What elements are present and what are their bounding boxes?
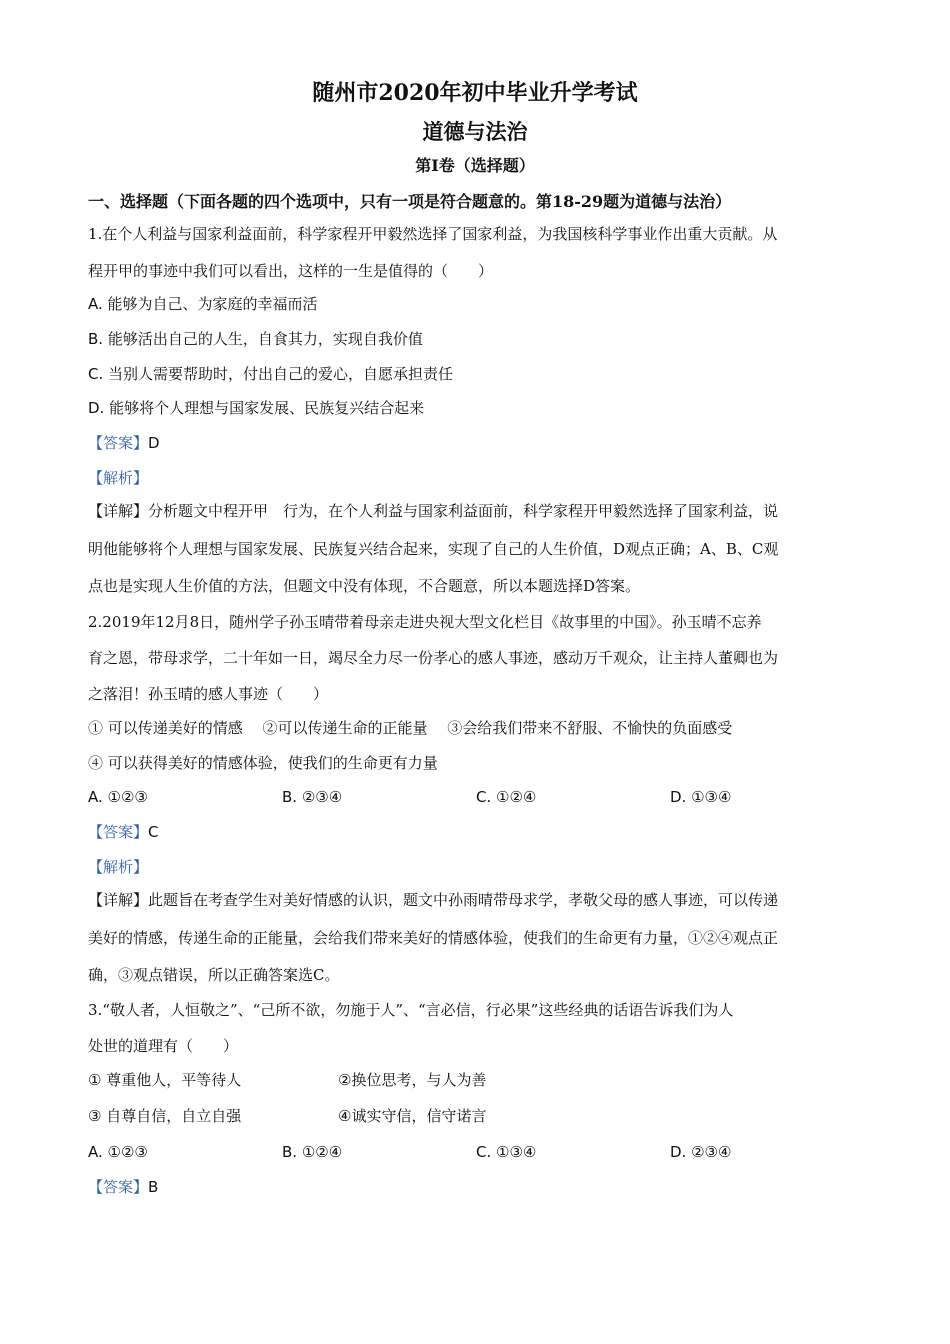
q2-detail-line-2: 美好的情感，传递生命的正能量，会给我们带来美好的情感体验，使我们的生命更有力量，①②④观点正	[88, 929, 779, 947]
q2-analysis-tag: 【解析】	[88, 858, 149, 876]
q1-detail-line-3: 点也是实现人生价值的方法，但题文中没有体现，不合题意，所以本题选择D答案。	[88, 577, 641, 595]
q2-answer-line	[88, 822, 868, 842]
q2-answer: C	[148, 823, 159, 841]
q2-detail-line-1	[88, 890, 868, 910]
q3-stem-line-2: 处世的道理有（ ）	[88, 1037, 239, 1055]
q1-answer-tag: 【答案】	[88, 434, 149, 452]
q1-detail-text-1: 分析题文中程开甲 行为，在个人利益与国家利益面前，科学家程开甲毅然选择了国家利益，说	[148, 502, 779, 520]
q3-answer: B	[148, 1178, 159, 1196]
q1-option-c: C. 当别人需要帮助时，付出自己的爱心，自愿承担责任	[88, 365, 454, 383]
q1-stem-line-2: 程开甲的事迹中我们可以看出，这样的一生是值得的（ ）	[88, 262, 494, 280]
q1-detail-line-2: 明他能够将个人理想与国家发展、民族复兴结合起来，实现了自己的人生价值，D观点正确；A、B、C观	[88, 540, 779, 558]
q2-statements-line-2: ④ 可以获得美好的情感体验，使我们的生命更有力量	[88, 754, 438, 772]
q3-statement-3: ③ 自尊自信，自立自强	[88, 1107, 242, 1125]
q1-answer: D	[148, 434, 160, 452]
q1-option-a: A. 能够为自己、为家庭的幸福而活	[88, 295, 318, 313]
q2-detail-text-1: 此题旨在考查学生对美好情感的认识，题文中孙雨晴带母求学，孝敬父母的感人事迹，可以传递	[148, 891, 779, 909]
q1-option-d: D. 能够将个人理想与国家发展、民族复兴结合起来	[88, 399, 425, 417]
q2-statements-line-1: ① 可以传递美好的情感 ②可以传递生命的正能量 ③会给我们带来不舒服、不愉快的负面感受	[88, 719, 733, 737]
q3-option-a: A. ①②③	[88, 1143, 148, 1161]
q3-statement-1: ① 尊重他人，平等待人	[88, 1071, 242, 1089]
q1-option-b: B. 能够活出自己的人生，自食其力，实现自我价值	[88, 330, 423, 348]
q3-option-b: B. ①②④	[282, 1143, 343, 1161]
q2-option-c: C. ①②④	[476, 788, 537, 806]
q3-option-c: C. ①③④	[476, 1143, 537, 1161]
exam-title: 随州市2020年初中毕业升学考试	[312, 80, 638, 106]
q3-answer-line	[88, 1177, 868, 1197]
q2-option-b: B. ②③④	[282, 788, 343, 806]
q1-stem-line-1: 1.在个人利益与国家利益面前，科学家程开甲毅然选择了国家利益，为我国核科学事业作出重大贡献。从	[88, 225, 778, 243]
q2-option-a: A. ①②③	[88, 788, 148, 806]
q3-option-d: D. ②③④	[670, 1143, 732, 1161]
q2-stem-line-3: 之落泪！孙玉晴的感人事迹（ ）	[88, 685, 329, 703]
q3-stem-line-1: 3.“敬人者，人恒敬之”、“己所不欲，勿施于人”、“言必信，行必果”这些经典的话语告诉我们为人	[88, 1001, 734, 1019]
subject-title: 道德与法治	[422, 119, 528, 144]
q3-statement-2: ②换位思考，与人为善	[338, 1071, 487, 1089]
q1-detail-tag: 【详解】	[88, 502, 149, 520]
q1-answer-line	[88, 433, 868, 453]
q2-stem-line-1: 2.2019年12月8日，随州学子孙玉晴带着母亲走进央视大型文化栏目《故事里的中国》。孙玉晴不忘养	[88, 613, 762, 631]
q2-stem-line-2: 育之恩，带母求学，二十年如一日，竭尽全力尽一份孝心的感人事迹，感动万千观众，让主持人董卿也为	[88, 649, 779, 667]
q3-answer-tag: 【答案】	[88, 1178, 149, 1196]
q2-answer-tag: 【答案】	[88, 823, 149, 841]
section-heading: 一、选择题（下面各题的四个选项中，只有一项是符合题意的。第18-29题为道德与法治）	[88, 192, 732, 211]
q1-analysis-tag: 【解析】	[88, 469, 149, 487]
q3-statement-4: ④诚实守信，信守诺言	[338, 1107, 487, 1125]
q2-option-d: D. ①③④	[670, 788, 732, 806]
q2-detail-tag: 【详解】	[88, 891, 149, 909]
q1-detail-line-1	[88, 501, 868, 521]
q2-detail-line-3: 确，③观点错误，所以正确答案选C。	[88, 966, 340, 984]
part-title: 第Ⅰ卷（选择题）	[415, 156, 535, 175]
